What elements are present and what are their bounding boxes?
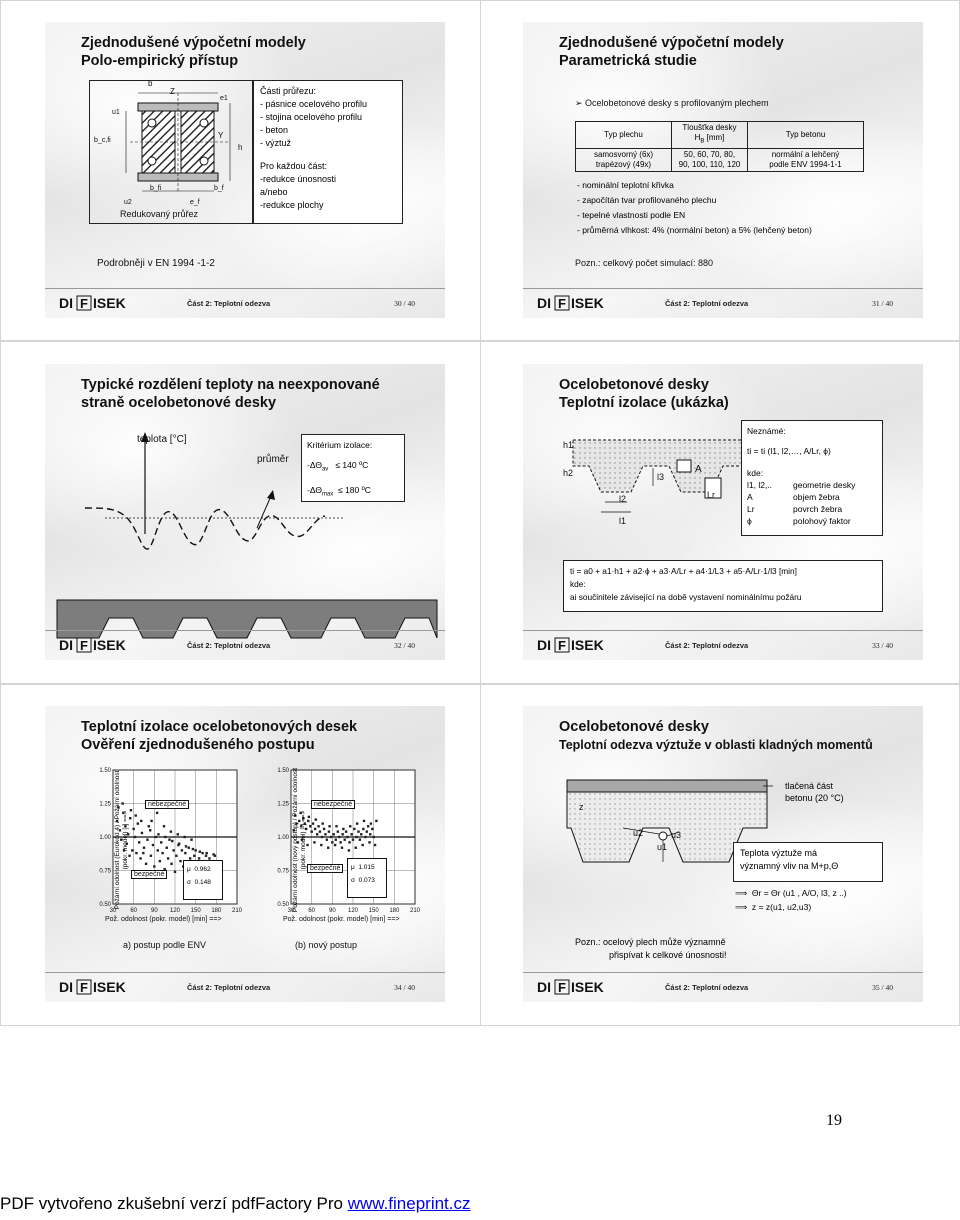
- label-Lr: Lr: [707, 490, 716, 500]
- footer-label: Část 2: Teplotní odezva: [665, 299, 749, 308]
- study-table: Typ plechu Tloušťka desky $H_B$ [mm] Typ betonu samosvorný (6x) trapézový (49x) 50, 60, 70, 80, 90, 100, 110, 120 normální a lehčený podle ENV 1994-1-1: [575, 121, 864, 172]
- x-tick-label: 120: [169, 908, 181, 914]
- footer-label: Část 2: Teplotní odezva: [187, 641, 271, 650]
- slide-footer: [523, 288, 923, 318]
- data-point: [335, 838, 337, 840]
- data-point: [327, 847, 329, 849]
- data-point: [338, 836, 340, 838]
- data-point: [166, 847, 168, 849]
- document-page-number: 19: [826, 1112, 842, 1129]
- data-point: [331, 841, 333, 843]
- chart-b-ylabel: Požární odolnost (nový postup) / Požární odolnost (pokr. model) [-] ==>: [292, 767, 307, 913]
- data-point: [372, 836, 374, 838]
- data-point: [137, 822, 139, 824]
- label-h1: h1: [563, 440, 574, 450]
- part-item: - pásnice ocelového profilu: [260, 99, 368, 109]
- caption-a: a) postup podle ENV: [123, 940, 207, 950]
- data-point: [356, 822, 358, 824]
- data-point: [157, 849, 159, 851]
- data-point: [328, 825, 330, 827]
- slide-title: Zjednodušené výpočetní modely Parametrická studie: [559, 35, 784, 69]
- data-point: [371, 828, 373, 830]
- y-tick-label: 1.50: [277, 768, 289, 774]
- data-point: [349, 825, 351, 827]
- chart-a-ylabel: Požární odolnost (Eurokód 4) / Požární odolnost (pokr. model) [-] ==>: [114, 770, 129, 910]
- data-point: [152, 844, 154, 846]
- data-point: [184, 852, 186, 854]
- data-point: [164, 836, 166, 838]
- data-point: [170, 830, 172, 832]
- data-point: [205, 852, 207, 854]
- svg-text:ISEK: ISEK: [571, 979, 604, 995]
- data-point: [188, 847, 190, 849]
- data-point: [339, 841, 341, 843]
- data-point: [159, 860, 161, 862]
- simulation-note: Pozn.: celkový počet simulací: 880: [575, 258, 714, 268]
- chart-a-safe-label: bezpečné: [131, 870, 167, 879]
- x-tick-label: 180: [389, 908, 400, 914]
- label-u2: u2: [124, 199, 132, 206]
- x-tick-label: 150: [190, 908, 201, 914]
- x-tick-label: 150: [368, 908, 379, 914]
- data-point: [312, 822, 314, 824]
- slide-title: Zjednodušené výpočetní modely Polo-empirický přístup: [81, 35, 306, 69]
- data-point: [135, 852, 137, 854]
- each-item: -redukce plochy: [260, 200, 324, 210]
- data-point: [130, 809, 132, 811]
- data-point: [163, 825, 165, 827]
- criterion-max: $-\Delta\Theta_{max} \le 180$ ºC: [307, 484, 371, 498]
- lead-line: ➢ Ocelobetonové desky s profilovaným plechem: [575, 98, 769, 108]
- svg-text:F: F: [80, 980, 88, 995]
- data-point: [138, 841, 140, 843]
- data-point: [345, 830, 347, 832]
- data-point: [179, 860, 181, 862]
- footer-label: Část 2: Teplotní odezva: [187, 983, 271, 992]
- data-point: [193, 855, 195, 857]
- steel-sheet-note: Pozn.: ocelový plech může významně přispívat k celkové únosnosti!: [575, 937, 727, 960]
- data-point: [149, 829, 151, 831]
- bullet-item: - započítán tvar profilovaného plechu: [577, 195, 717, 205]
- chart-b-unsafe-label: nebezpečné: [311, 800, 355, 809]
- data-point: [160, 841, 162, 843]
- slide-title: Teplotní izolace ocelobetonových desek Ověření zjednodušeného postupu: [81, 719, 358, 753]
- data-point: [143, 847, 145, 849]
- data-point: [132, 828, 134, 830]
- data-point: [155, 836, 157, 838]
- label-bc: b_c,fi: [94, 137, 111, 144]
- data-point: [324, 833, 326, 835]
- x-tick-label: 60: [308, 908, 316, 914]
- difisek-logo: [535, 635, 613, 655]
- label-bf: b_f: [214, 185, 224, 192]
- data-point: [355, 847, 357, 849]
- slide-title: Ocelobetonové desky Teplotní izolace (ukázka): [559, 377, 729, 411]
- data-point: [142, 852, 144, 854]
- formula-kde: kde:: [570, 579, 586, 589]
- difisek-logo: [57, 635, 135, 655]
- svg-text:DI: DI: [537, 295, 551, 311]
- label-h: h: [238, 143, 243, 152]
- svg-text:F: F: [80, 296, 88, 311]
- x-tick-label: 210: [231, 908, 243, 914]
- chart-b: [261, 762, 421, 930]
- data-point: [368, 841, 370, 843]
- x-tick-label: 90: [150, 908, 158, 914]
- x-tick-label: 30: [109, 908, 117, 914]
- bullet-item: - tepelné vlastnosti podle EN: [577, 210, 686, 220]
- formula-box: [563, 560, 883, 612]
- data-point: [157, 833, 159, 835]
- each-heading: Pro každou část:: [260, 161, 328, 171]
- label-bfi: b_fi: [150, 185, 162, 192]
- chart-b-plot: [261, 762, 421, 930]
- data-point: [360, 833, 362, 835]
- label-h2: h2: [563, 468, 574, 478]
- difisek-logo: [57, 293, 135, 313]
- definition-row: A objem žebra: [747, 492, 840, 502]
- data-point: [316, 833, 318, 835]
- slide-32: [45, 364, 445, 660]
- data-point: [171, 840, 173, 842]
- data-point: [369, 833, 371, 835]
- chart-b-safe-label: bezpečné: [307, 864, 343, 873]
- data-point: [323, 828, 325, 830]
- difisek-logo: [57, 977, 135, 997]
- data-point: [330, 836, 332, 838]
- unknowns-box: [741, 420, 883, 536]
- chart-a-plot: [83, 762, 243, 930]
- svg-text:DI: DI: [59, 295, 73, 311]
- data-point: [205, 855, 207, 857]
- slide-title: Typické rozdělení teploty na neexponované straně ocelobetonové desky: [81, 377, 380, 411]
- data-point: [370, 822, 372, 824]
- difisek-logo: [535, 977, 613, 997]
- data-point: [150, 855, 152, 857]
- label-ef: e_f: [190, 199, 200, 206]
- chart-a-unsafe-label: nebezpečné: [145, 800, 189, 809]
- data-point: [355, 836, 357, 838]
- data-point: [141, 832, 143, 834]
- x-tick-label: 210: [409, 908, 421, 914]
- data-point: [374, 844, 376, 846]
- data-point: [134, 836, 136, 838]
- criteria-box: [301, 434, 405, 502]
- chart-a: [83, 762, 243, 930]
- slide-page-number: 31 / 40: [872, 299, 893, 308]
- label-l1: l1: [619, 516, 627, 526]
- label-u3: u3: [671, 830, 682, 840]
- data-point: [309, 825, 311, 827]
- bullet-item: - průměrná vlhkost: 4% (normální beton) a 5% (lehčený beton): [577, 225, 812, 235]
- rebar-note-box: Teplota výztuže má významný vliv na M+p,Θ: [733, 842, 883, 882]
- svg-text:ISEK: ISEK: [93, 979, 126, 995]
- y-tick-label: 1.25: [277, 801, 289, 808]
- svg-text:DI: DI: [537, 979, 551, 995]
- unknowns-heading: Neznámé:: [747, 426, 786, 436]
- data-point: [346, 836, 348, 838]
- data-point: [326, 838, 328, 840]
- rebar-equations: ⟹ Θr = Θr (u1 , A/O, l3, z ..) ⟹ z = z(u1, u2,u3): [735, 888, 847, 912]
- pdf-banner: PDF vytvořeno zkušební verzí pdfFactory Pro www.fineprint.cz: [0, 1194, 471, 1213]
- y-tick-label: 1.00: [277, 835, 289, 841]
- data-point: [357, 830, 359, 832]
- data-point: [150, 820, 152, 822]
- data-point: [364, 836, 366, 838]
- criterion-avg: $-\Delta\Theta_{av}$ ≤ 140 ºC: [307, 460, 369, 473]
- definition-row: ϕ polohový faktor: [747, 516, 851, 526]
- part-item: - výztuž: [260, 138, 292, 148]
- data-point: [168, 838, 170, 840]
- arrow-icon: ⟹: [735, 902, 752, 912]
- label-y: Y: [218, 131, 224, 140]
- data-point: [366, 830, 368, 832]
- footer-label: Část 2: Teplotní odezva: [665, 983, 749, 992]
- slide-35: [523, 706, 923, 1002]
- slide-footer: [523, 630, 923, 660]
- data-point: [348, 841, 350, 843]
- unknowns-equation: ti = ti (l1, l2,…, A/Lr, ϕ): [747, 446, 831, 456]
- difisek-logo: [535, 293, 613, 313]
- slide-footer: [45, 630, 445, 660]
- label-u2: u2: [633, 828, 644, 838]
- slide-title: Ocelobetonové desky Teplotní odezva výztuže v oblasti kladných momentů: [559, 719, 873, 752]
- svg-text:F: F: [558, 296, 566, 311]
- data-point: [341, 833, 343, 835]
- svg-text:F: F: [80, 638, 88, 653]
- y-tick-label: 1.00: [99, 835, 111, 841]
- caption-b: (b) nový postup: [295, 940, 358, 950]
- data-point: [361, 844, 363, 846]
- data-point: [335, 825, 337, 827]
- data-point: [175, 855, 177, 857]
- fineprint-link[interactable]: www.fineprint.cz: [347, 1194, 471, 1213]
- slide-page-number: 32 / 40: [394, 641, 415, 650]
- slide-page-number: 35 / 40: [872, 983, 893, 992]
- slide-page-number: 34 / 40: [394, 983, 415, 992]
- kde-label: kde:: [747, 468, 764, 478]
- slide-31: [523, 22, 923, 318]
- y-tick-label: 0.75: [99, 868, 111, 875]
- chart-b-stats: μ 1.015 σ 0.073: [347, 858, 387, 898]
- label-b: b: [148, 79, 153, 88]
- data-point: [314, 828, 316, 830]
- data-point: [310, 830, 312, 832]
- data-point: [333, 833, 335, 835]
- data-point: [185, 845, 187, 847]
- cross-section-diagram: [90, 81, 252, 223]
- data-point: [353, 828, 355, 830]
- data-point: [375, 820, 377, 822]
- data-point: [190, 838, 192, 840]
- data-point: [183, 836, 185, 838]
- bullet-item: - nominální teplotní křivka: [577, 180, 674, 190]
- label-u1: u1: [112, 109, 120, 116]
- label-A: A: [695, 464, 702, 475]
- data-point: [212, 853, 214, 855]
- temperature-axis-label: teplota [°C]: [137, 434, 187, 445]
- label-z: z: [579, 802, 584, 812]
- each-item: a/nebo: [260, 187, 288, 197]
- data-point: [321, 822, 323, 824]
- chart-a-stats: μ 0.962 σ 0.148: [183, 860, 223, 900]
- compressed-label: tlačená část betonu (20 °C): [785, 781, 844, 803]
- data-point: [359, 838, 361, 840]
- data-point: [352, 838, 354, 840]
- data-point: [350, 833, 352, 835]
- footer-label: Část 2: Teplotní odezva: [187, 299, 271, 308]
- definition-row: l1, l2,.. geometrie desky: [747, 480, 856, 490]
- svg-text:F: F: [558, 638, 566, 653]
- data-point: [199, 851, 201, 853]
- slab-profile-diagram: [563, 426, 753, 556]
- data-point: [328, 830, 330, 832]
- data-point: [337, 830, 339, 832]
- data-point: [177, 833, 179, 835]
- data-point: [308, 816, 310, 818]
- label-l2: l2: [619, 494, 627, 504]
- data-point: [367, 825, 369, 827]
- parts-box: [253, 80, 403, 224]
- data-point: [135, 814, 137, 816]
- part-item: - beton: [260, 125, 289, 135]
- data-point: [344, 838, 346, 840]
- arrow-icon: ⟹: [735, 888, 752, 898]
- data-point: [148, 825, 150, 827]
- y-tick-label: 0.50: [99, 902, 111, 908]
- data-point: [320, 844, 322, 846]
- data-point: [161, 852, 163, 854]
- study-bullets: [577, 180, 812, 240]
- reference-note: Podrobněji v EN 1994 -1-2: [97, 258, 215, 269]
- svg-text:DI: DI: [59, 637, 73, 653]
- data-point: [145, 863, 147, 865]
- slide-footer: [45, 972, 445, 1002]
- svg-text:DI: DI: [59, 979, 73, 995]
- svg-text:F: F: [558, 980, 566, 995]
- chart-a-xlabel: Pož. odolnost (pokr. model) [min] ==>: [105, 916, 222, 923]
- data-point: [156, 812, 158, 814]
- data-point: [167, 857, 169, 859]
- data-point: [342, 828, 344, 830]
- slide-footer: [523, 972, 923, 1002]
- data-point: [146, 838, 148, 840]
- slide-footer: [45, 288, 445, 318]
- data-point: [181, 849, 183, 851]
- slide-30: [45, 22, 445, 318]
- y-tick-label: 1.25: [99, 801, 111, 808]
- label-e1: e1: [220, 95, 228, 102]
- x-tick-label: 180: [211, 908, 222, 914]
- data-point: [341, 847, 343, 849]
- cross-section-box: [89, 80, 253, 224]
- average-label: průměr: [257, 454, 289, 465]
- x-tick-label: 120: [347, 908, 359, 914]
- data-point: [362, 828, 364, 830]
- svg-text:ISEK: ISEK: [571, 295, 604, 311]
- svg-text:ISEK: ISEK: [571, 637, 604, 653]
- data-point: [201, 852, 203, 854]
- chart-b-xlabel: Pož. odolnost (pokr. model) [min] ==>: [283, 916, 400, 923]
- data-point: [321, 836, 323, 838]
- data-point: [131, 849, 133, 851]
- data-point: [153, 865, 155, 867]
- data-point: [348, 849, 350, 851]
- each-item: -redukce únosnosti: [260, 174, 337, 184]
- label-z: Z: [170, 87, 175, 96]
- svg-text:ISEK: ISEK: [93, 637, 126, 653]
- slide-33: [523, 364, 923, 660]
- data-point: [174, 871, 176, 873]
- slide-page-number: 30 / 40: [394, 299, 415, 308]
- y-tick-label: 1.50: [99, 768, 111, 774]
- data-point: [317, 825, 319, 827]
- y-tick-label: 0.50: [277, 902, 289, 908]
- criteria-heading: Kritérium izolace:: [307, 440, 373, 450]
- formula-line: ti = a0 + a1·h1 + a2·ϕ + a3·A/Lr + a4·1/L3 + a5·A/Lr·1/l3 [min]: [570, 566, 797, 576]
- svg-text:DI: DI: [537, 637, 551, 653]
- label-u1: u1: [657, 842, 668, 852]
- formula-ai: ai součinitele závisející na době vystavení nominálnímu požáru: [570, 592, 802, 602]
- y-tick-label: 0.75: [277, 868, 289, 875]
- part-item: - stojina ocelového profilu: [260, 112, 363, 122]
- data-point: [172, 849, 174, 851]
- parts-heading: Části průřezu:: [260, 86, 317, 96]
- data-point: [313, 841, 315, 843]
- x-tick-label: 90: [328, 908, 336, 914]
- data-point: [140, 820, 142, 822]
- cross-section-caption: Redukovaný průřez: [120, 209, 199, 219]
- data-point: [194, 849, 196, 851]
- data-point: [192, 848, 194, 850]
- x-tick-label: 30: [287, 908, 295, 914]
- data-point: [315, 818, 317, 820]
- x-tick-label: 60: [130, 908, 138, 914]
- footer-label: Část 2: Teplotní odezva: [665, 641, 749, 650]
- data-point: [178, 843, 180, 845]
- definition-row: Lr povrch žebra: [747, 504, 843, 514]
- data-point: [363, 820, 365, 822]
- label-l3: l3: [657, 472, 665, 482]
- data-point: [170, 863, 172, 865]
- slide-page-number: 33 / 40: [872, 641, 893, 650]
- data-point: [139, 857, 141, 859]
- arrow-bullet-icon: ➢: [575, 98, 586, 108]
- slide-34: [45, 706, 445, 1002]
- svg-text:ISEK: ISEK: [93, 295, 126, 311]
- data-point: [319, 830, 321, 832]
- data-point: [334, 844, 336, 846]
